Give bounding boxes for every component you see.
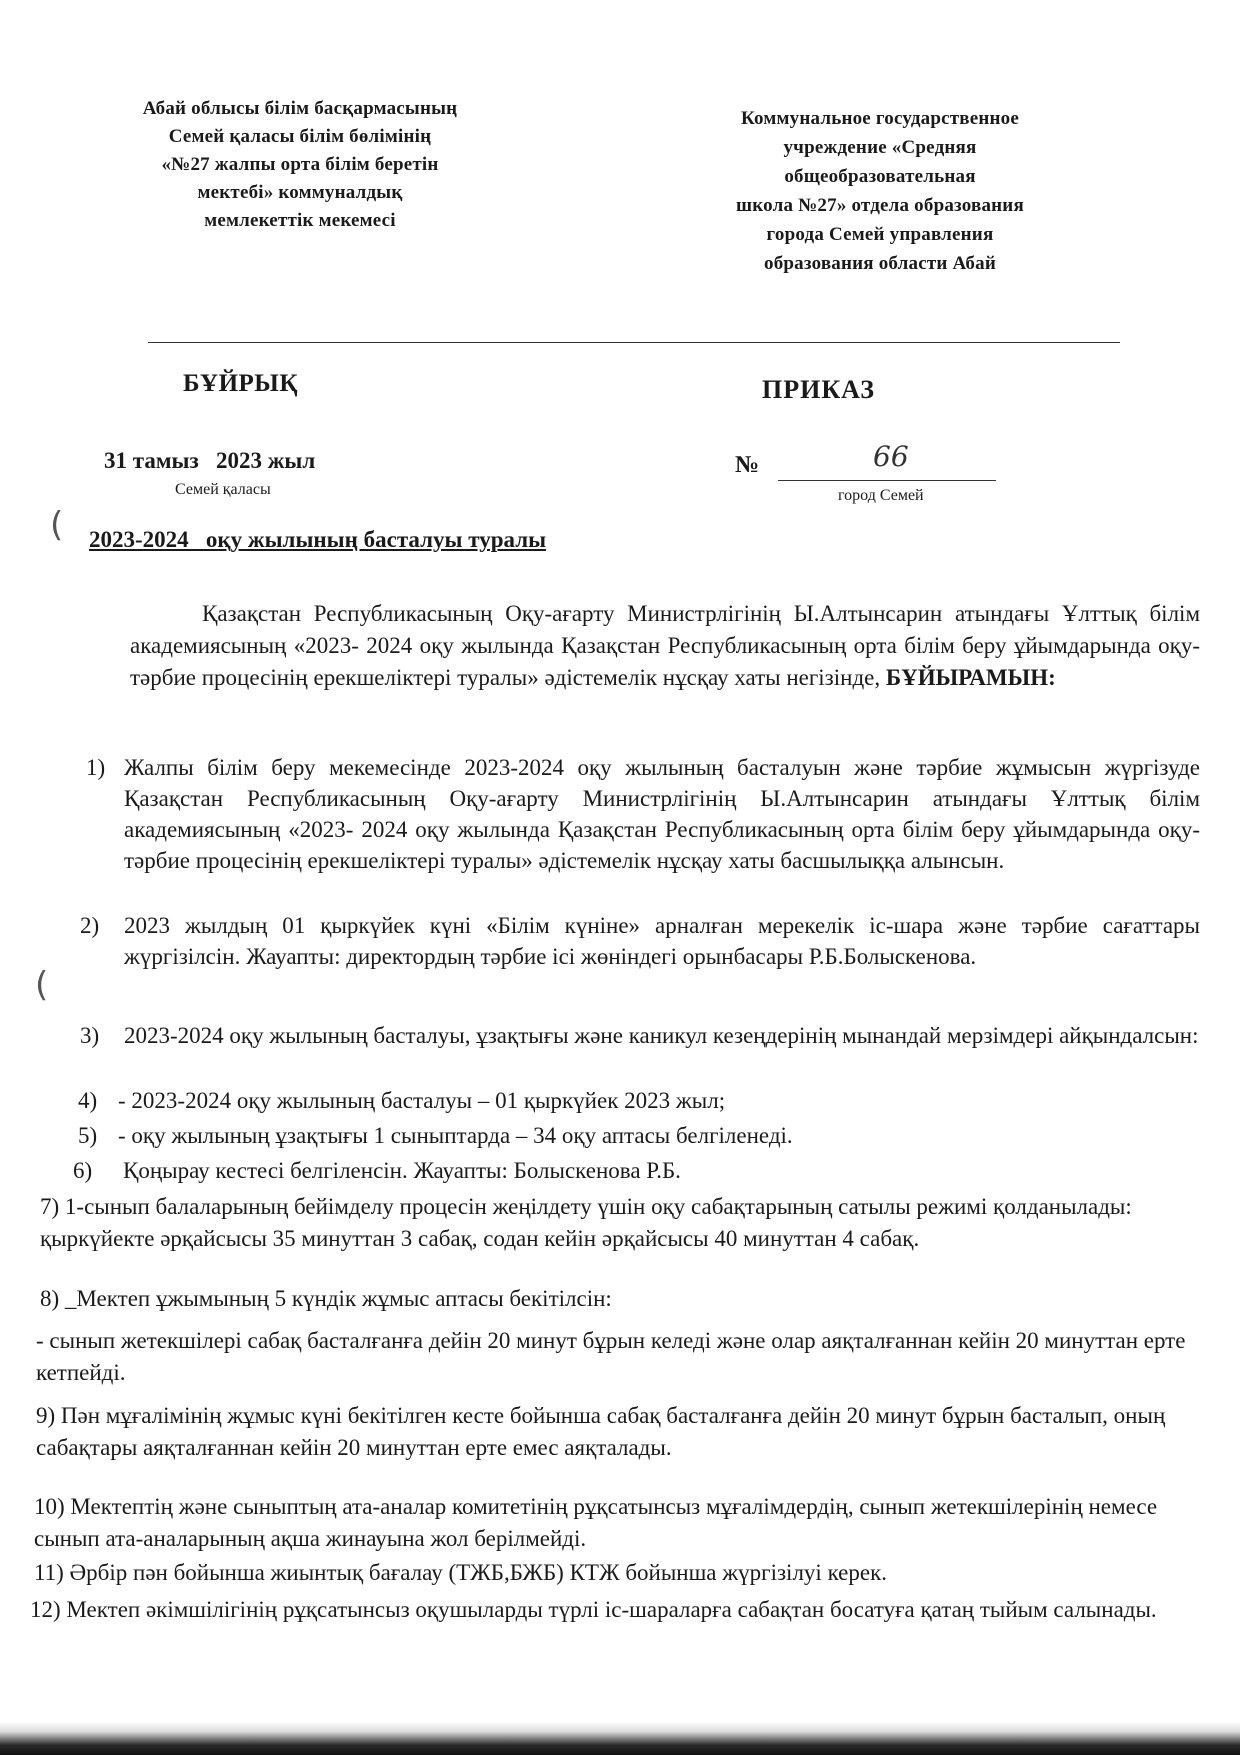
kz-org-line: мектебі» коммуналдық bbox=[197, 182, 403, 203]
list-item-number: 3) bbox=[80, 1023, 100, 1048]
list-item bbox=[86, 752, 1200, 876]
list-item-number: 5) bbox=[78, 1123, 98, 1148]
paragraph-8-detail: - сынып жетекшілері сабақ басталғанға дейін 20 минут бұрын келеді және олар аяқталғаннан кейін 20 минуттан ерте кетпейді. bbox=[36, 1328, 1186, 1385]
list-item-text: - оқу жылының ұзақтығы 1 сыныптарда – 34 оқу аптасы белгіленеді. bbox=[118, 1123, 793, 1148]
scan-shadow-edge bbox=[0, 1722, 1240, 1755]
list-item-text: 2023-2024 оқу жылының басталуы, ұзақтығы және каникул кезеңдерінің мынандай мерзімдері айқындалсын: bbox=[124, 1023, 1199, 1048]
order-date: 31 тамыз 2023 жыл bbox=[104, 448, 316, 473]
intro-paragraph bbox=[130, 598, 1200, 694]
list-item bbox=[73, 1155, 1193, 1186]
order-title-kz: БҰЙРЫҚ bbox=[183, 370, 298, 397]
kz-org-line: «№27 жалпы орта білім беретін bbox=[161, 154, 439, 175]
ru-org-line: общеобразовательная bbox=[784, 166, 976, 187]
city-ru: город Семей bbox=[838, 487, 924, 504]
header-divider bbox=[148, 342, 1120, 343]
ru-org-line: города Семей управления bbox=[766, 224, 994, 245]
list-item-number: 2) bbox=[80, 913, 100, 938]
list-item-number: 1) bbox=[86, 755, 106, 780]
hole-punch-mark-icon: ( bbox=[35, 965, 49, 1005]
order-number-handwritten: 66 bbox=[873, 440, 909, 473]
list-item-number: 4) bbox=[78, 1088, 98, 1113]
order-title-ru: ПРИКАЗ bbox=[762, 375, 876, 404]
city-kz: Семей қаласы bbox=[175, 481, 271, 498]
list-item-number: 6) bbox=[73, 1158, 93, 1183]
list-item bbox=[78, 1120, 1198, 1151]
list-item-text: - 2023-2024 оқу жылының басталуы – 01 қыркүйек 2023 жыл; bbox=[118, 1088, 726, 1113]
ru-organization-header bbox=[680, 104, 1080, 278]
paragraph-12: 12) Мектеп әкімшілігінің рұқсатынсыз оқушыларды түрлі іс-шараларға сабақтан босатуға қатаң тыйым салынады. bbox=[30, 1597, 1157, 1622]
intro-text: Қазақстан Республикасының Оқу-ағарту Министрлігінің Ы.Алтынсарин атындағы Ұлттық білім академиясының «2023- 2024 оқу жылында Қазақстан Республикасының орта білім беру ұйымдарында оқу-тәрбие процесінің ерекшеліктері туралы» әдістемелік нұсқау хаты негізінде, bbox=[130, 601, 1200, 690]
kz-org-line: Абай облысы білім басқармасының bbox=[142, 98, 458, 119]
intro-emphasis: БҰЙЫРАМЫН: bbox=[885, 665, 1056, 690]
list-item bbox=[80, 1020, 1200, 1051]
list-item bbox=[80, 910, 1200, 972]
list-item bbox=[78, 1085, 1198, 1116]
kz-organization-header bbox=[110, 95, 490, 235]
order-subject: 2023-2024 оқу жылының басталуы туралы bbox=[89, 527, 547, 552]
number-sign: № bbox=[735, 452, 760, 478]
paragraph-7: 7) 1-сынып балаларының бейімделу процесін жеңілдету үшін оқу сабақтарының сатылы режимі қолданылады: қыркүйекте әрқайсысы 35 минуттан 3 сабақ, содан кейін әрқайсысы 40 минуттан 4 сабақ. bbox=[40, 1194, 1132, 1251]
ru-org-line: Коммунальное государственное bbox=[740, 108, 1019, 129]
list-item-text: Жалпы білім беру мекемесінде 2023-2024 оқу жылының басталуын және тәрбие жұмысын жүргізуде Қазақстан Республикасының Оқу-ағарту Министрлігінің Ы.Алтынсарин атындағы Ұлттық білім академиясының «2023- 2024 оқу жылында Қазақстан Республикасының орта білім беру ұйымдарында оқу-тәрбие процесінің ерекшеліктері туралы» әдістемелік нұсқау хаты басшылыққа алынсын. bbox=[124, 755, 1200, 873]
paragraph-10: 10) Мектептің және сыныптың ата-аналар комитетінің рұқсатынсыз мұғалімдердің, сынып жетекшілерінің немесе сынып ата-аналарының ақша жинауына жол берілмейді. bbox=[34, 1494, 1158, 1551]
ru-org-line: школа №27» отдела образования bbox=[736, 195, 1024, 216]
number-underline bbox=[778, 480, 996, 481]
kz-org-line: Семей қаласы білім бөлімінің bbox=[168, 126, 432, 147]
ru-org-line: образования области Абай bbox=[764, 253, 996, 274]
hole-punch-mark-icon: ( bbox=[50, 505, 64, 545]
paragraph-11: 11) Әрбір пән бойынша жиынтық бағалау (ТЖБ,БЖБ) КТЖ бойынша жүргізілуі керек. bbox=[34, 1560, 888, 1585]
paragraph-9: 9) Пән мұғалімінің жұмыс күні бекітілген кесте бойынша сабақ басталғанға дейін 20 минут бұрын басталып, оның сабақтары аяқталғаннан кейін 20 минуттан ерте емес аяқталады. bbox=[36, 1403, 1166, 1460]
list-item-text: 2023 жылдың 01 қыркүйек күні «Білім күніне» арналған мерекелік іс-шара және тәрбие сағаттары жүргізілсін. Жауапты: директордың тәрбие ісі жөніндегі орынбасары Р.Б.Болыскенова. bbox=[124, 913, 1200, 969]
ru-org-line: учреждение «Средняя bbox=[783, 137, 977, 158]
paragraph-8: 8) _Мектеп ұжымының 5 күндік жұмыс аптасы бекітілсін: bbox=[40, 1286, 612, 1311]
list-item-text: Қоңырау кестесі белгіленсін. Жауапты: Болыскенова Р.Б. bbox=[123, 1158, 681, 1183]
kz-org-line: мемлекеттік мекемесі bbox=[204, 210, 396, 231]
